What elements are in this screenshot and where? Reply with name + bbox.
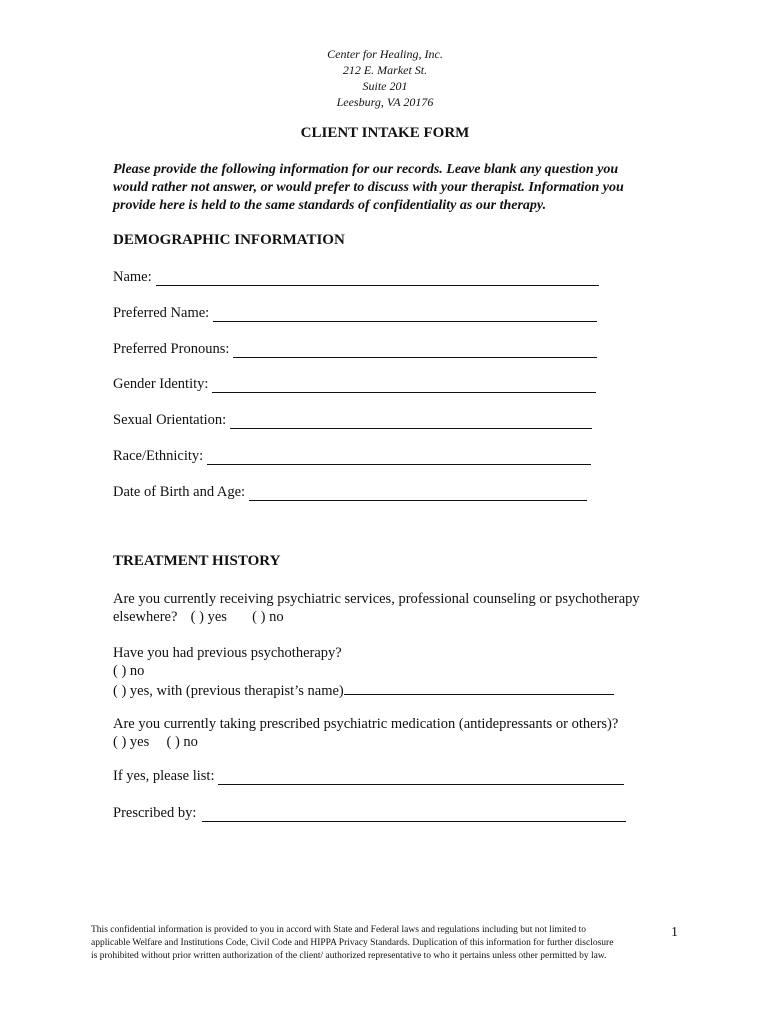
dob-age-input[interactable]	[249, 486, 587, 501]
intro-line: would rather not answer, or would prefer to discuss with your therapist. Information you	[113, 180, 624, 195]
confidentiality-footer	[91, 924, 661, 963]
dob-age-field	[113, 483, 587, 501]
name-label: Name:	[113, 269, 152, 285]
race-ethnicity-input[interactable]	[207, 450, 591, 465]
q1-line2	[113, 608, 284, 626]
form-title: CLIENT INTAKE FORM	[300, 125, 470, 141]
medication-list-field	[113, 767, 624, 785]
q2-no-option[interactable]: ( ) no	[113, 663, 145, 679]
dob-age-label: Date of Birth and Age:	[113, 484, 246, 500]
org-city: Leesburg, VA 20176	[336, 95, 434, 109]
demographic-heading: DEMOGRAPHIC INFORMATION	[113, 232, 345, 248]
org-street: 212 E. Market St.	[342, 63, 428, 77]
medication-list-input[interactable]	[218, 770, 624, 785]
q1-yes-option[interactable]: ( ) yes	[190, 609, 227, 625]
q2-text: Have you had previous psychotherapy?	[113, 645, 342, 661]
pronouns-input[interactable]	[233, 343, 597, 358]
q3-no-option[interactable]: ( ) no	[166, 734, 198, 750]
preferred-name-input[interactable]	[213, 307, 597, 322]
footer-line: applicable Welfare and Institutions Code, Civil Code and HIPPA Privacy Standards. Duplication of this information for further disclosure	[91, 938, 614, 948]
name-field	[113, 268, 599, 286]
race-ethnicity-label: Race/Ethnicity:	[113, 448, 204, 464]
prescribed-by-label: Prescribed by:	[113, 805, 197, 821]
preferred-name-field	[113, 304, 597, 322]
intro-line: provide here is held to the same standards of confidentiality as our therapy.	[113, 198, 547, 213]
q2-yes-option[interactable]: ( ) yes, with (previous therapist’s name)	[113, 683, 344, 699]
pronouns-label: Preferred Pronouns:	[113, 341, 230, 357]
pronouns-field	[113, 340, 597, 358]
q2-yes-row	[113, 680, 614, 700]
preferred-name-label: Preferred Name:	[113, 305, 210, 321]
gender-identity-field	[113, 375, 596, 393]
name-input[interactable]	[156, 271, 599, 286]
previous-therapist-input[interactable]	[344, 680, 614, 695]
page-number: 1	[671, 925, 678, 940]
treatment-heading: TREATMENT HISTORY	[113, 553, 281, 569]
q3-text: Are you currently taking prescribed psychiatric medication (antidepressants or others)?	[113, 716, 619, 732]
q1-label: elsewhere?	[113, 609, 178, 625]
medication-list-label: If yes, please list:	[113, 768, 215, 784]
sexual-orientation-label: Sexual Orientation:	[113, 412, 227, 428]
prescribed-by-field	[113, 804, 626, 822]
sexual-orientation-field	[113, 411, 592, 429]
prescribed-by-input[interactable]	[202, 807, 626, 822]
q3-yes-option[interactable]: ( ) yes	[113, 734, 150, 750]
intro-paragraph	[113, 161, 693, 215]
org-suite: Suite 201	[362, 79, 408, 93]
gender-identity-label: Gender Identity:	[113, 376, 209, 392]
org-name: Center for Healing, Inc.	[327, 47, 443, 61]
intro-line: Please provide the following information for our records. Leave blank any question you	[113, 162, 619, 177]
q1-line1: Are you currently receiving psychiatric services, professional counseling or psychotherapy	[113, 591, 640, 607]
q3-options	[113, 733, 198, 751]
race-ethnicity-field	[113, 447, 591, 465]
q1-no-option[interactable]: ( ) no	[252, 609, 284, 625]
gender-identity-input[interactable]	[212, 378, 596, 393]
sexual-orientation-input[interactable]	[230, 414, 592, 429]
footer-line: is prohibited without prior written authorization of the client/ authorized representative to who it pertains unless other permitted by law.	[91, 951, 607, 961]
footer-line: This confidential information is provided to you in accord with State and Federal laws and regulations including but not limited to	[91, 925, 586, 935]
